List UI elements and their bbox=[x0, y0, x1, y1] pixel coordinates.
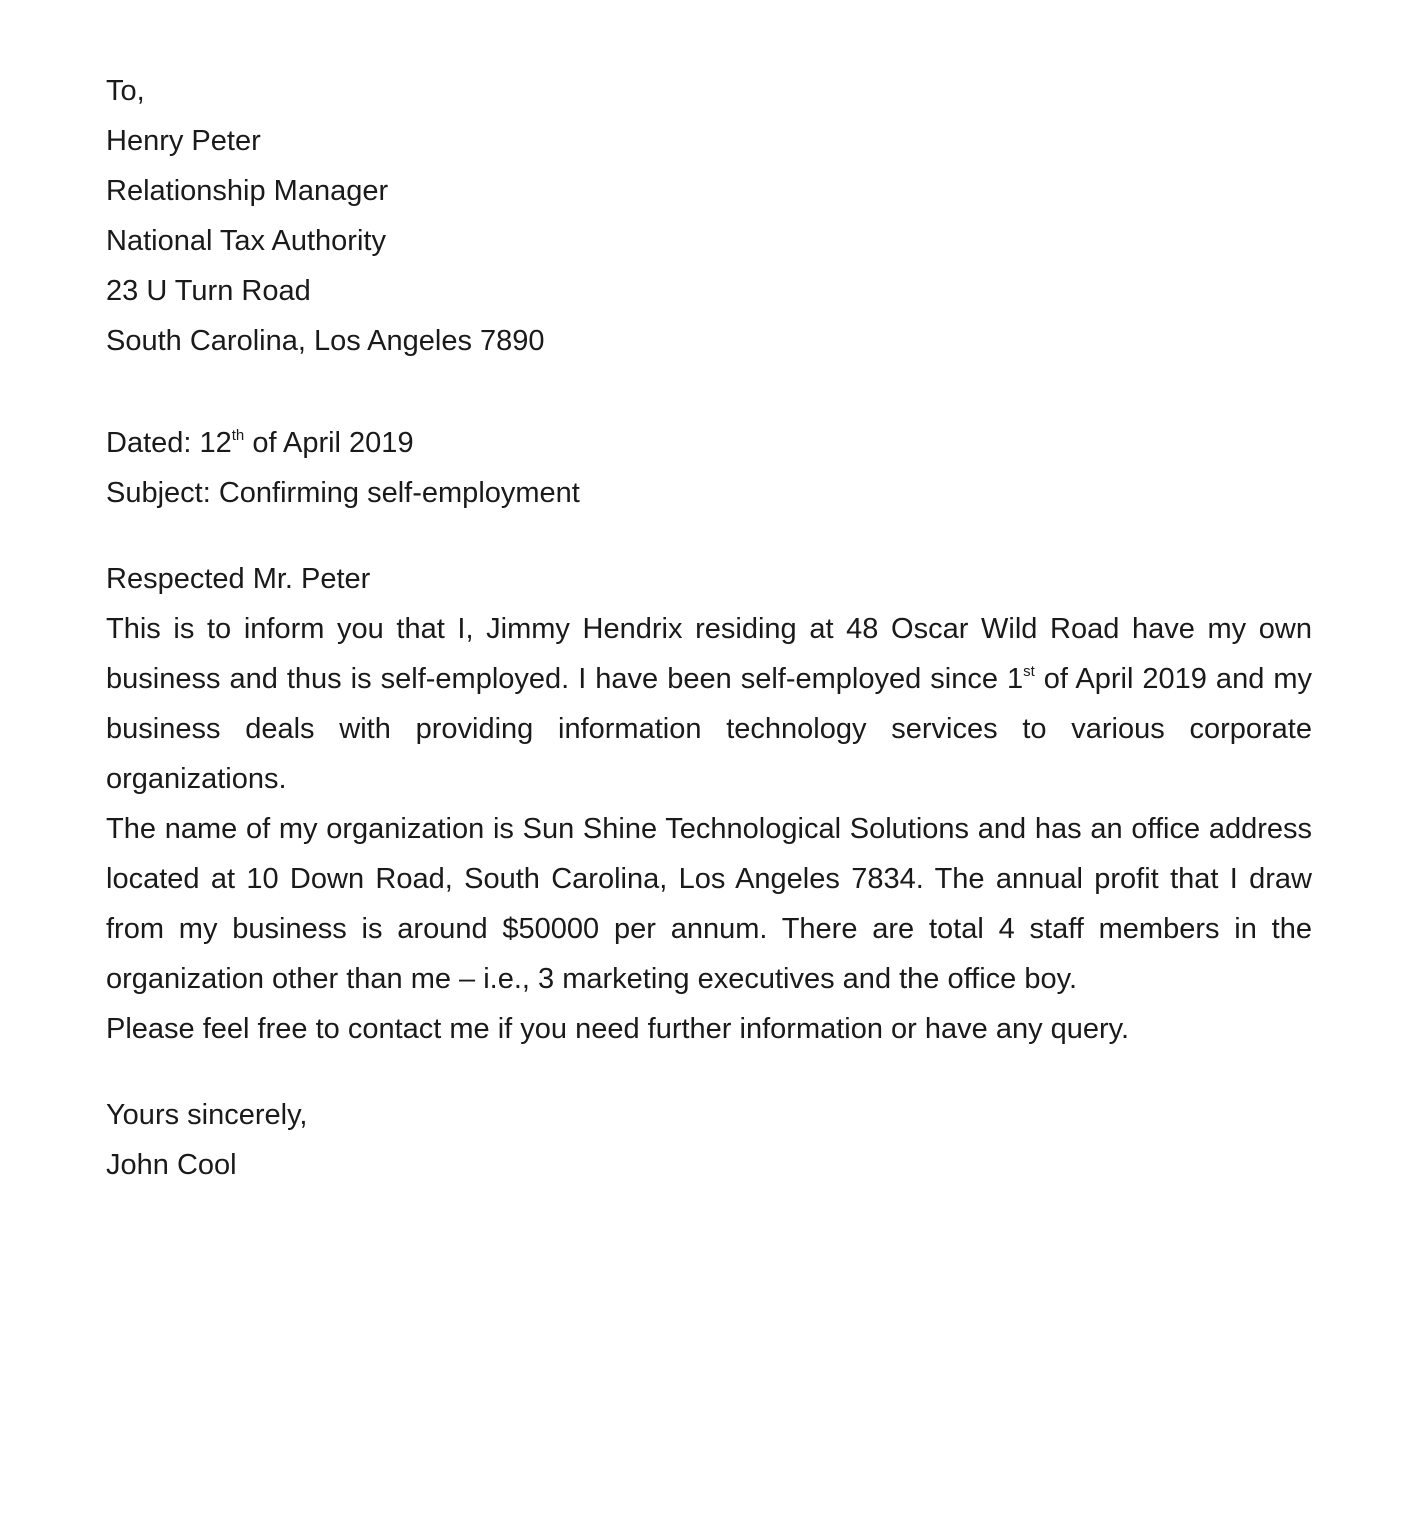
para1-ordinal-suffix: st bbox=[1023, 663, 1035, 680]
greeting-text: Respected Mr. Peter bbox=[106, 563, 371, 595]
date-prefix: Dated: 12 bbox=[106, 427, 232, 459]
body-paragraph-1 bbox=[106, 604, 1312, 804]
body-paragraph-2: The name of my organization is Sun Shine Technological Solutions and has an office address located at 10 Down Road, South Carolina, Los Angeles 7834. The annual profit that I draw from my business is around $50000 per annum. There are total 4 staff members in the organization other than me – i.e., 3 marketing executives and the office boy. bbox=[106, 813, 1312, 995]
letter-subject: Subject: Confirming self-employment bbox=[106, 477, 580, 509]
signature-name: John Cool bbox=[106, 1149, 237, 1181]
closing bbox=[106, 1090, 1312, 1190]
para1-part1: This is to inform you that I, Jimmy Hendrix residing at 48 Oscar Wild Road have my own business and thus is self-employed. I have been self-employed since 1 bbox=[106, 613, 1312, 695]
recipient-address bbox=[106, 66, 1312, 366]
letter-meta bbox=[106, 418, 1312, 518]
recipient-organization: National Tax Authority bbox=[106, 225, 386, 257]
date-ordinal-suffix: th bbox=[231, 427, 245, 444]
greeting bbox=[106, 554, 1312, 604]
date-rest: of April 2019 bbox=[244, 427, 414, 459]
recipient-city: South Carolina, Los Angeles 7890 bbox=[106, 325, 545, 357]
recipient-name: Henry Peter bbox=[106, 125, 261, 157]
to-label: To, bbox=[106, 75, 145, 107]
letter-date bbox=[106, 418, 1312, 468]
recipient-title: Relationship Manager bbox=[106, 175, 389, 207]
valediction: Yours sincerely, bbox=[106, 1099, 308, 1131]
letter bbox=[106, 66, 1312, 1190]
body-paragraph-3: Please feel free to contact me if you need further information or have any query. bbox=[106, 1013, 1130, 1045]
para1-part2: of April 2019 and my business deals with providing information technology services to various corporate organizations. bbox=[106, 663, 1312, 795]
recipient-street: 23 U Turn Road bbox=[106, 275, 311, 307]
